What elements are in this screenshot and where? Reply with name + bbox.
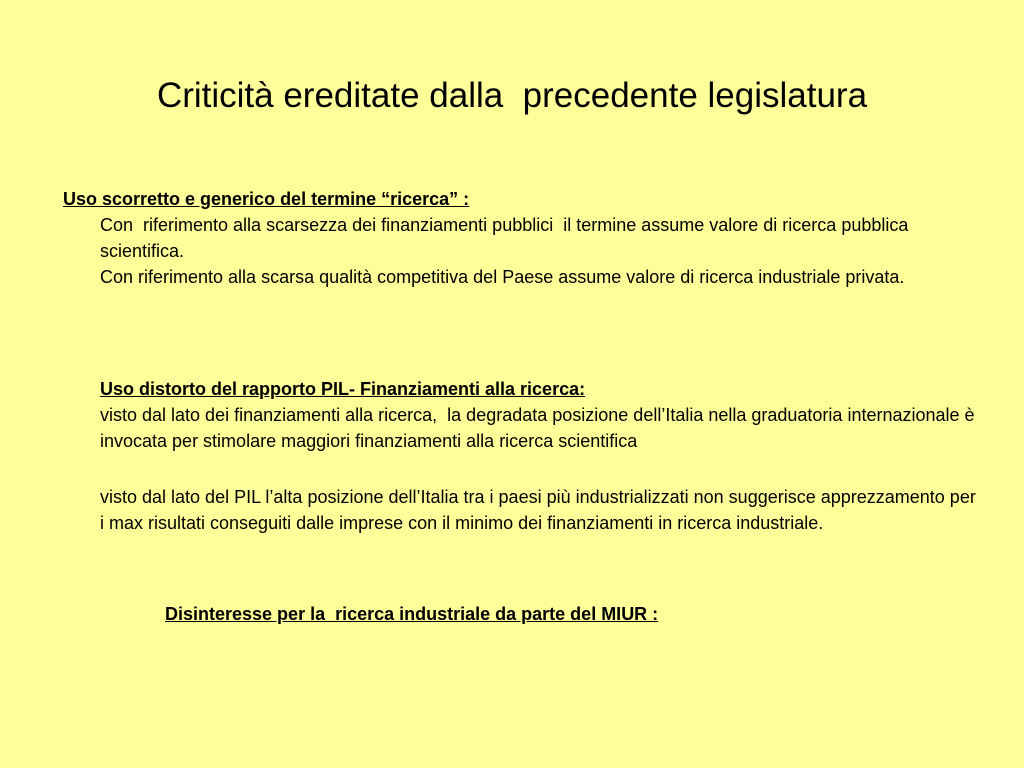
section-heading-uso-distorto: Uso distorto del rapporto PIL- Finanziamenti alla ricerca:: [100, 379, 586, 399]
section-heading-uso-scorretto: Uso scorretto e generico del termine “ricerca” :: [63, 189, 470, 209]
slide-title: Criticità ereditate dalla precedente legislatura: [156, 76, 868, 115]
section-paragraph: visto dal lato dei finanziamenti alla ricerca, la degradata posizione dell’Italia nella graduatoria internazionale è invocata per stimolare maggiori finanziamenti alla ricerca scientifica: [100, 405, 980, 451]
section-paragraph: visto dal lato del PIL l’alta posizione dell’Italia tra i paesi più industrializzati non suggerisce apprezzamento per i max risultati conseguiti dalle imprese con il minimo dei finanziamenti in ricerca industriale.: [100, 487, 981, 533]
section-heading-disinteresse: Disinteresse per la ricerca industriale da parte del MIUR :: [165, 604, 659, 624]
section-paragraph: Con riferimento alla scarsezza dei finanziamenti pubblici il termine assume valore di ricerca pubblica scientifica.: [100, 215, 914, 261]
section-paragraph: Con riferimento alla scarsa qualità competitiva del Paese assume valore di ricerca industriale privata.: [100, 267, 905, 287]
